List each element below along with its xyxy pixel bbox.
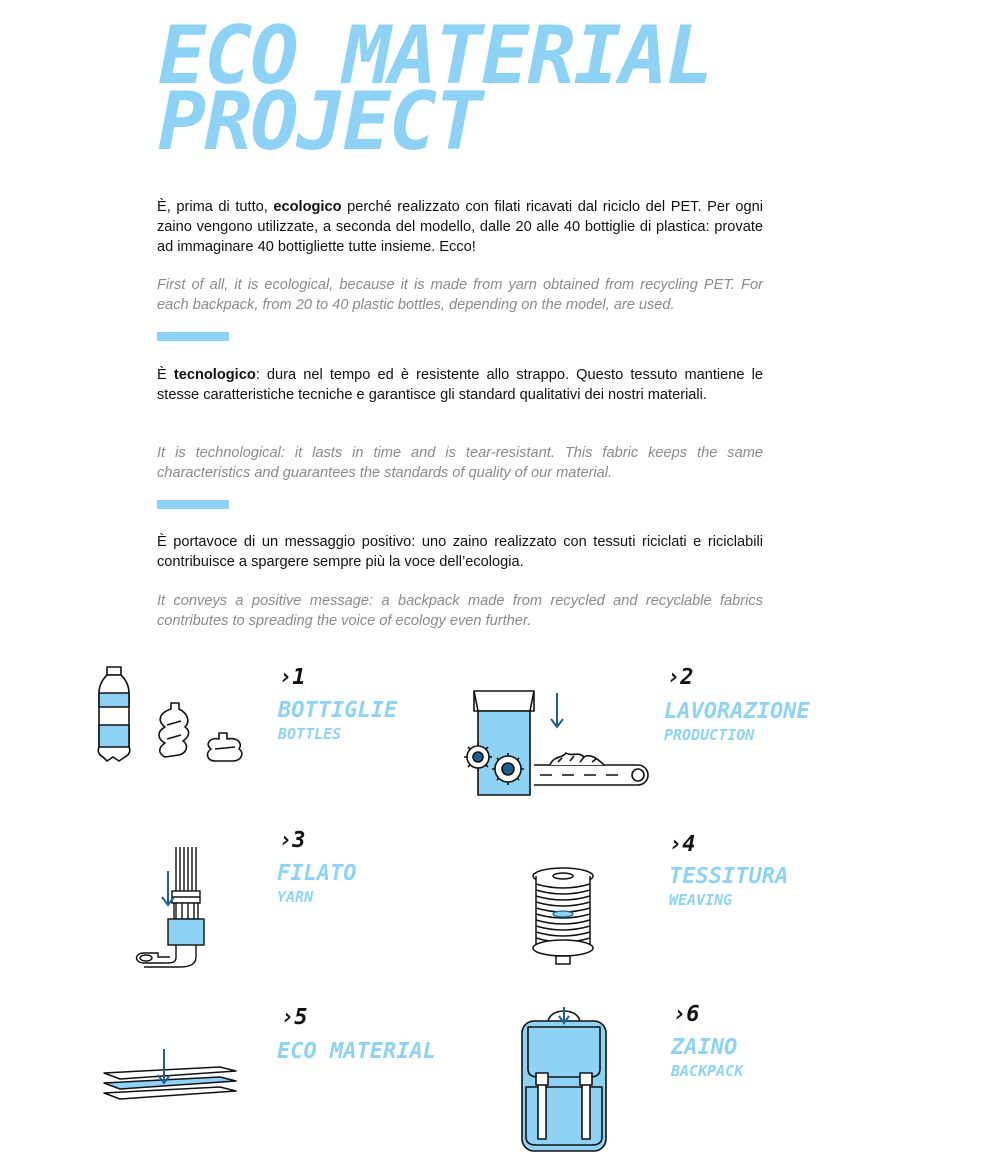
italian-paragraph-3: È portavoce di un messaggio positivo: uno zaino realizzato con tessuti riciclati e riciclabili contribuisce a spargere sempre più la voce dell’ecologia. (157, 534, 763, 570)
step-6-title: ZAINO (671, 1035, 738, 1060)
italian-paragraph-1: È, prima di tutto, ecologico perché realizzato con filati ricavati dal riciclo del PET. Per ogni zaino vengono utilizzate, a seconda del modello, dalle 20 alle 40 bottiglie di plastica: provate ad immaginare 40 bottigliette tutte insieme. Ecco! (157, 199, 763, 255)
backpack-icon (518, 1005, 610, 1155)
step-6-number: ›6 (673, 1002, 700, 1027)
step-5-number: ›5 (281, 1005, 308, 1030)
step-4-number: ›4 (669, 832, 696, 857)
step-5-title: ECO MATERIAL (277, 1039, 436, 1064)
step-4-subtitle: WEAVING (669, 891, 733, 909)
english-paragraph-3: It conveys a positive message: a backpack made from recycled and recyclable fabrics contributes to spreading the voice of ecology even further. (157, 593, 763, 629)
section-divider-2 (157, 500, 229, 509)
english-paragraph-1: First of all, it is ecological, because it is made from yarn obtained from recycling PET. For each backpack, from 20 to 40 plastic bottles, depending on the model, are used. (157, 277, 763, 313)
step-6-subtitle: BACKPACK (671, 1062, 744, 1080)
production-machine-icon (462, 685, 652, 797)
step-3-title: FILATO (277, 861, 357, 886)
english-paragraph-2: It is technological: it lasts in time and is tear-resistant. This fabric keeps the same characteristics and guarantees the standards of quality of our material. (157, 445, 763, 481)
step-2-title: LAVORAZIONE (664, 699, 810, 724)
fabric-layers-icon (100, 1045, 240, 1107)
bottles-icon (95, 665, 255, 770)
step-2-number: ›2 (667, 665, 694, 690)
section-divider-1 (157, 332, 229, 341)
yarn-spindle-icon (130, 845, 220, 967)
page-title-line-2: PROJECT (158, 75, 482, 168)
step-1-title: BOTTIGLIE (278, 698, 398, 723)
keyword-tecnologico: tecnologico (173, 367, 256, 383)
italian-paragraph-2: È tecnologico: dura nel tempo ed è resistente allo strappo. Questo tessuto mantiene le stesse caratteristiche tecniche e garantisce gli standard qualitativi dei nostri materiali. (157, 367, 763, 403)
keyword-ecologico: ecologico (273, 199, 342, 215)
step-4-title: TESSITURA (669, 864, 789, 889)
step-2-subtitle: PRODUCTION (664, 726, 755, 744)
step-1-subtitle: BOTTLES (278, 725, 342, 743)
page-title-line-1: ECO MATERIAL (158, 9, 712, 102)
step-1-number: ›1 (279, 665, 306, 690)
step-3-number: ›3 (279, 828, 306, 853)
step-3-subtitle: YARN (277, 888, 314, 906)
weaving-spool-icon (528, 866, 598, 968)
